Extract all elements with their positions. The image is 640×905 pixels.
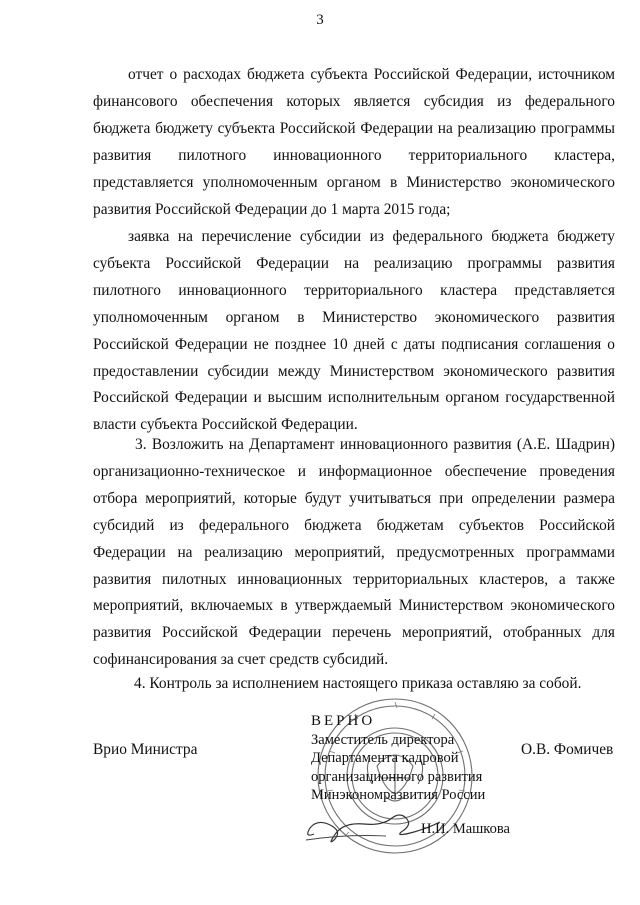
cert-line-4: Минэкономразвития России [311, 787, 486, 803]
cert-name: Н.И. Машкова [421, 820, 510, 837]
certification-block [311, 712, 510, 838]
page-number: 3 [316, 12, 324, 28]
paragraph-report: отчет о расходах бюджета субъекта Российской Федерации, источником финансового обеспечения которых является субсидия из федерального бюджета бюджету субъекта Российской Федерации на реализацию программы развития пилотного инновационного территориального кластера, представляется уполномоченным органом в Министерство экономического развития Российской Федерации до 1 марта 2015 года; [93, 66, 615, 218]
signer-title: Врио Министра [93, 741, 198, 758]
paragraph-application: заявка на перечисление субсидии из федерального бюджета бюджету субъекта Российской Федерации на реализацию программы развития пилотного инновационного территориального кластера представляется уполномоченным органом в Министерство экономического развития Российской Федерации не позднее 10 дней с даты подписания соглашения о предоставлении субсидии между Министерством экономического развития Российской Федерации и высшим исполнительным органом государственной власти субъекта Российской Федерации. [93, 228, 615, 434]
cert-line-2: Департамента кадровой [311, 750, 459, 766]
signer-name: О.В. Фомичев [521, 741, 614, 758]
paragraph-item-3: 3. Возложить на Департамент инновационного развития (А.Е. Шадрин) организационно-техническое и информационное обеспечение проведения отбора мероприятий, которые будут учитываться при определении размера субсидий из федерального бюджета бюджетам субъектов Российской Федерации на реализацию мероприятий, предусмотренных программами развития пилотных инновационных территориальных кластеров, а также мероприятий, включаемых в утверждаемый Министерством экономического развития Российской Федерации перечень мероприятий, отобранных для софинансирования за счет средств субсидий. [93, 436, 615, 669]
paragraph-item-4: 4. Контроль за исполнением настоящего приказа оставляю за собой. [134, 675, 582, 692]
verno-label: ВЕРНО [311, 713, 376, 729]
cert-line-1: Заместитель директора [311, 731, 455, 748]
cert-line-3: организационного развития [311, 768, 483, 785]
